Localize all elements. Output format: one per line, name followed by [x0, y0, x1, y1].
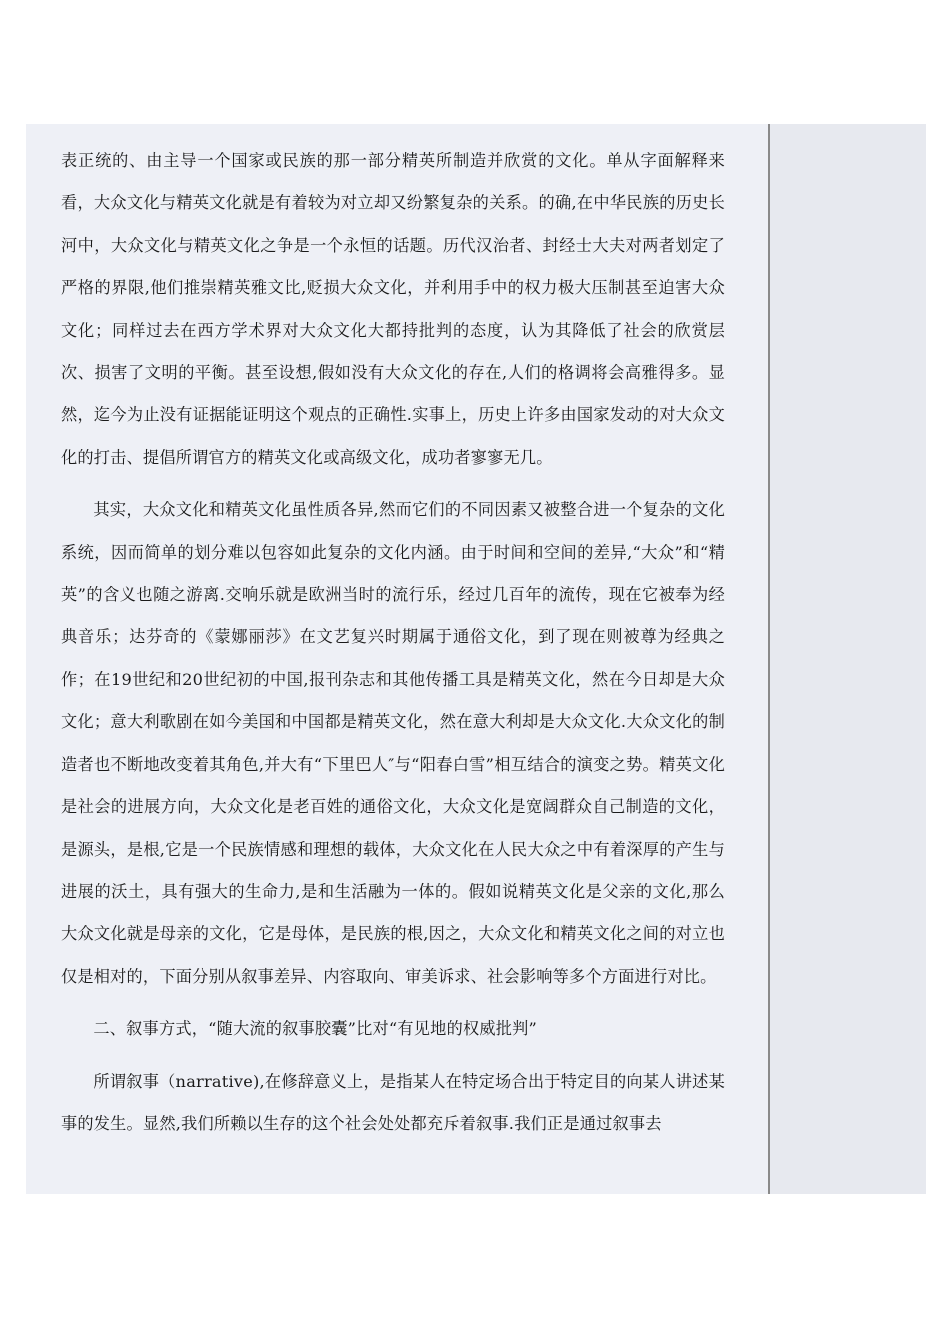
- body-paragraph: 所谓叙事（narrative),在修辞意义上，是指某人在特定场合出于特定目的向某人讲述某事的发生。显然,我们所赖以生存的这个社会处处都充斥着叙事.我们正是通过叙事去: [61, 1071, 725, 1133]
- paragraph-spacer: [61, 479, 725, 489]
- paragraph-spacer: [61, 998, 725, 1008]
- paragraph-spacer: [61, 1051, 725, 1061]
- document-body: [61, 140, 725, 1145]
- section-heading: 二、叙事方式，“随大流的叙事胶囊”比对“有见地的权威批判”: [93, 1019, 537, 1039]
- right-sidebar-panel: [768, 124, 926, 1194]
- body-paragraph: 表正统的、由主导一个国家或民族的那一部分精英所制造并欣赏的文化。单从字面解释来看，大众文化与精英文化就是有着较为对立却又纷繁复杂的关系。的确,在中华民族的历史长河中，大众文化与精英文化之争是一个永恒的话题。历代汉治者、封经士大夫对两者划定了严格的界限,他们推崇精英雅文比,贬损大众文化，并利用手中的权力极大压制甚至迫害大众文化；同样过去在西方学术界对大众文化大都持批判的态度，认为其降低了社会的欣赏层次、损害了文明的平衡。甚至设想,假如没有大众文化的存在,人们的格调将会高雅得多。显然，迄今为止没有证据能证明这个观点的正确性.实事上，历史上许多由国家发动的对大众文化的打击、提倡所谓官方的精英文化或高级文化，成功者寥寥无几。: [61, 151, 725, 467]
- body-paragraph: 其实，大众文化和精英文化虽性质各异,然而它们的不同因素又被整合进一个复杂的文化系统，因而简单的划分难以包容如此复杂的文化内涵。由于时间和空间的差异,“大众”和“精英”的含义也随之游离.交响乐就是欧洲当时的流行乐，经过几百年的流传，现在它被奉为经典音乐；达芬奇的《蒙娜丽莎》在文艺复兴时期属于通俗文化，到了现在则被尊为经典之作；在19世纪和20世纪初的中国,报刊杂志和其他传播工具是精英文化，然在今日却是大众文化；意大利歌剧在如今美国和中国都是精英文化，然在意大利却是大众文化.大众文化的制造者也不断地改变着其角色,并大有“下里巴人″与“阳春白雪”相互结合的演变之势。精英文化是社会的进展方向，大众文化是老百姓的通俗文化，大众文化是宽阔群众自己制造的文化，是源头，是根,它是一个民族情感和理想的载体，大众文化在人民大众之中有着深厚的产生与进展的沃土，具有强大的生命力,是和生活融为一体的。假如说精英文化是父亲的文化,那么大众文化就是母亲的文化，它是母体，是民族的根,因之，大众文化和精英文化之间的对立也仅是相对的，下面分别从叙事差异、内容取向、审美诉求、社会影响等多个方面进行对比。: [61, 500, 725, 986]
